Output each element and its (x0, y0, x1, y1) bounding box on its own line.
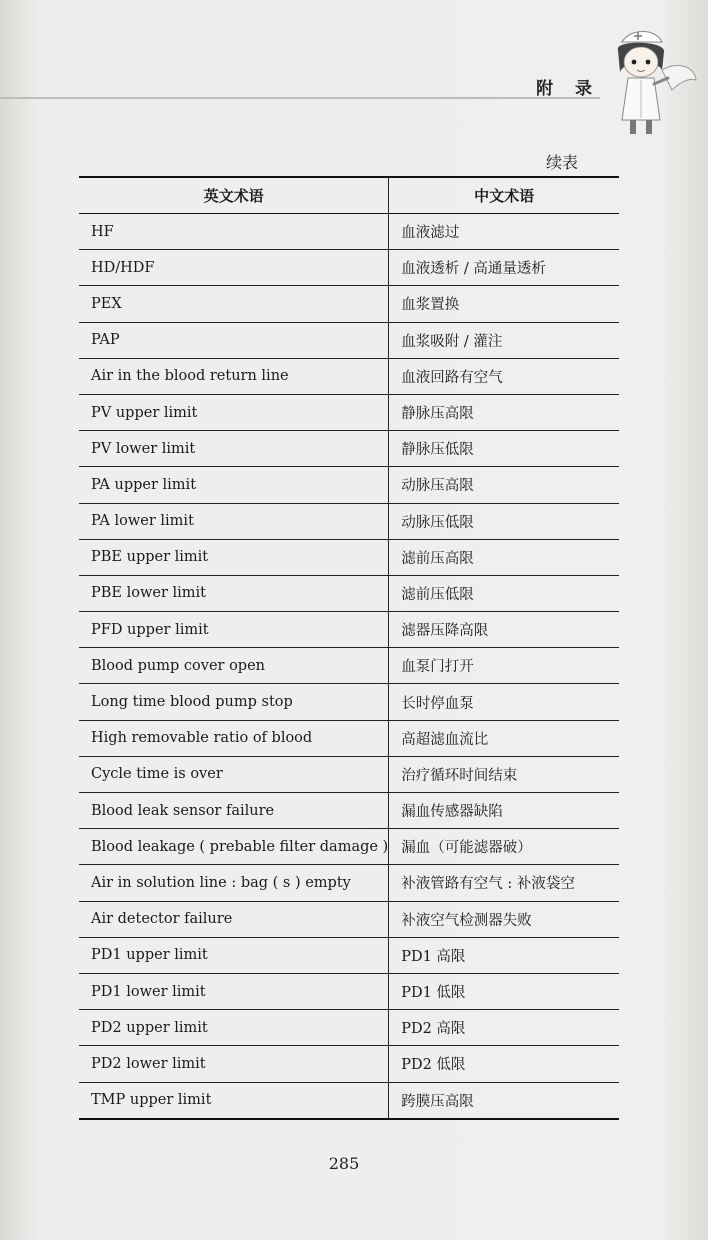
chinese-term-cell: 血液透析 / 高通量透析 (389, 250, 619, 286)
chinese-term-cell: 滤器压降高限 (389, 612, 619, 648)
chinese-term-cell: 跨膜压高限 (389, 1082, 619, 1119)
chinese-term-cell: PD1 高限 (389, 937, 619, 973)
table-header-row (79, 177, 619, 214)
chinese-term-cell: 静脉压低限 (389, 431, 619, 467)
english-term-cell: PD1 lower limit (79, 973, 389, 1009)
english-term-cell: PAP (79, 322, 389, 358)
table-row (79, 793, 619, 829)
english-term-cell: Long time blood pump stop (79, 684, 389, 720)
table-row (79, 1046, 619, 1082)
chinese-term-cell: 血泵门打开 (389, 648, 619, 684)
continued-table-label: 续表 (546, 153, 579, 172)
chinese-term-cell: 高超滤血流比 (389, 720, 619, 756)
chinese-term-cell: 漏血（可能滤器破） (389, 829, 619, 865)
table-row (79, 973, 619, 1009)
nurse-mascot-illustration (600, 20, 700, 140)
english-term-cell: PBE lower limit (79, 575, 389, 611)
table-row (79, 937, 619, 973)
chinese-term-cell: 静脉压高限 (389, 394, 619, 430)
table-row (79, 358, 619, 394)
english-term-cell: Air detector failure (79, 901, 389, 937)
english-term-cell: Air in solution line : bag ( s ) empty (79, 865, 389, 901)
chinese-term-cell: 滤前压低限 (389, 575, 619, 611)
chinese-term-cell: PD2 低限 (389, 1046, 619, 1082)
chinese-term-cell: PD1 低限 (389, 973, 619, 1009)
chinese-term-cell: 补液管路有空气 : 补液袋空 (389, 865, 619, 901)
table-row (79, 756, 619, 792)
column-header-english: 英文术语 (79, 177, 389, 214)
column-header-chinese: 中文术语 (389, 177, 619, 214)
english-term-cell: Air in the blood return line (79, 358, 389, 394)
english-term-cell: HD/HDF (79, 250, 389, 286)
english-term-cell: PA lower limit (79, 503, 389, 539)
chinese-term-cell: PD2 高限 (389, 1010, 619, 1046)
table-row (79, 1010, 619, 1046)
english-term-cell: Blood pump cover open (79, 648, 389, 684)
table-row (79, 322, 619, 358)
chinese-term-cell: 血浆置换 (389, 286, 619, 322)
english-term-cell: PA upper limit (79, 467, 389, 503)
table-row (79, 539, 619, 575)
table-row (79, 431, 619, 467)
table-row (79, 286, 619, 322)
table-row (79, 648, 619, 684)
chinese-term-cell: 血浆吸附 / 灌注 (389, 322, 619, 358)
english-term-cell: High removable ratio of blood (79, 720, 389, 756)
table-row (79, 720, 619, 756)
chinese-term-cell: 治疗循环时间结束 (389, 756, 619, 792)
table-row (79, 575, 619, 611)
table-row (79, 467, 619, 503)
chinese-term-cell: 动脉压低限 (389, 503, 619, 539)
chinese-term-cell: 补液空气检测器失败 (389, 901, 619, 937)
english-term-cell: Blood leakage ( prebable filter damage ) (79, 829, 389, 865)
english-term-cell: PEX (79, 286, 389, 322)
english-term-cell: Blood leak sensor failure (79, 793, 389, 829)
english-term-cell: PD2 upper limit (79, 1010, 389, 1046)
chinese-term-cell: 漏血传感器缺陷 (389, 793, 619, 829)
table-row (79, 250, 619, 286)
table-row (79, 684, 619, 720)
english-term-cell: PV upper limit (79, 394, 389, 430)
chinese-term-cell: 血液回路有空气 (389, 358, 619, 394)
chinese-term-cell: 血液滤过 (389, 214, 619, 250)
table-row (79, 612, 619, 648)
table-row (79, 503, 619, 539)
terminology-table (79, 176, 619, 1120)
table-row (79, 901, 619, 937)
table-row (79, 214, 619, 250)
header-rule (0, 97, 600, 99)
english-term-cell: PD2 lower limit (79, 1046, 389, 1082)
english-term-cell: PD1 upper limit (79, 937, 389, 973)
chinese-term-cell: 长时停血泵 (389, 684, 619, 720)
english-term-cell: Cycle time is over (79, 756, 389, 792)
table-body (79, 214, 619, 1119)
table-row (79, 1082, 619, 1119)
english-term-cell: HF (79, 214, 389, 250)
table-row (79, 865, 619, 901)
chinese-term-cell: 滤前压高限 (389, 539, 619, 575)
chinese-term-cell: 动脉压高限 (389, 467, 619, 503)
english-term-cell: PFD upper limit (79, 612, 389, 648)
page-number: 285 (328, 1154, 360, 1173)
table-row (79, 394, 619, 430)
english-term-cell: PBE upper limit (79, 539, 389, 575)
english-term-cell: PV lower limit (79, 431, 389, 467)
english-term-cell: TMP upper limit (79, 1082, 389, 1119)
table-row (79, 829, 619, 865)
running-header-title: 附 录 (536, 79, 600, 99)
